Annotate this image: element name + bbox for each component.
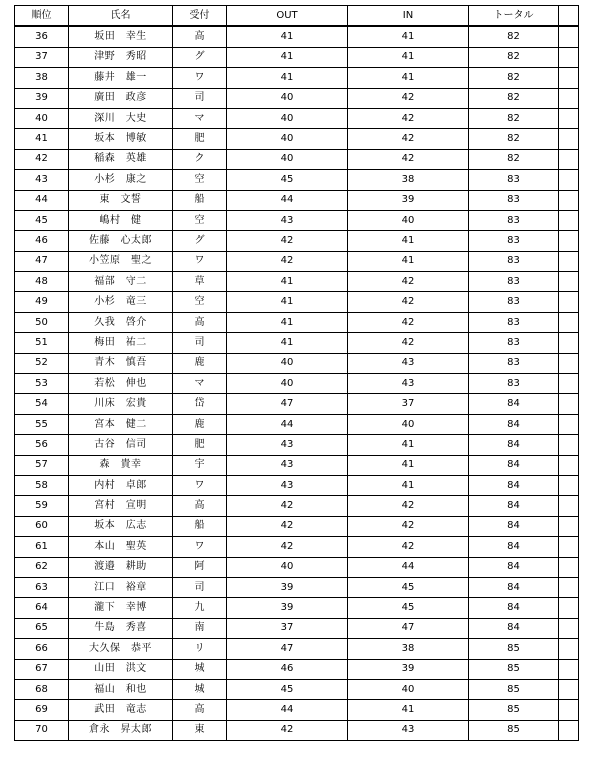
table-row bbox=[15, 537, 579, 557]
cell-total: 83 bbox=[469, 374, 559, 394]
cell-total: 83 bbox=[469, 210, 559, 230]
cell-reception: ク bbox=[173, 149, 227, 169]
cell-in: 43 bbox=[348, 374, 469, 394]
cell-out: 43 bbox=[227, 210, 348, 230]
cell-blank bbox=[559, 455, 579, 475]
cell-total: 83 bbox=[469, 272, 559, 292]
cell-out: 42 bbox=[227, 231, 348, 251]
table-row bbox=[15, 312, 579, 332]
cell-rank: 68 bbox=[15, 679, 69, 699]
cell-name: 廣田 政彦 bbox=[69, 88, 173, 108]
table-row bbox=[15, 700, 579, 720]
cell-reception: 司 bbox=[173, 577, 227, 597]
cell-rank: 57 bbox=[15, 455, 69, 475]
table-row bbox=[15, 26, 579, 47]
cell-blank bbox=[559, 312, 579, 332]
cell-total: 84 bbox=[469, 537, 559, 557]
cell-out: 43 bbox=[227, 435, 348, 455]
cell-in: 42 bbox=[348, 292, 469, 312]
cell-out: 40 bbox=[227, 149, 348, 169]
cell-rank: 48 bbox=[15, 272, 69, 292]
cell-total: 82 bbox=[469, 149, 559, 169]
cell-out: 41 bbox=[227, 68, 348, 88]
header-total: トータル bbox=[469, 6, 559, 27]
cell-reception: マ bbox=[173, 108, 227, 128]
cell-out: 39 bbox=[227, 577, 348, 597]
cell-in: 42 bbox=[348, 516, 469, 536]
table-row bbox=[15, 455, 579, 475]
cell-name: 大久保 恭平 bbox=[69, 639, 173, 659]
table-row bbox=[15, 394, 579, 414]
cell-blank bbox=[559, 679, 579, 699]
cell-out: 40 bbox=[227, 353, 348, 373]
cell-name: 瀧下 幸博 bbox=[69, 598, 173, 618]
cell-rank: 38 bbox=[15, 68, 69, 88]
table-row bbox=[15, 577, 579, 597]
cell-out: 44 bbox=[227, 700, 348, 720]
cell-rank: 46 bbox=[15, 231, 69, 251]
cell-in: 42 bbox=[348, 88, 469, 108]
table-row bbox=[15, 598, 579, 618]
cell-rank: 61 bbox=[15, 537, 69, 557]
cell-name: 渡邉 耕助 bbox=[69, 557, 173, 577]
cell-total: 83 bbox=[469, 170, 559, 190]
table-row bbox=[15, 414, 579, 434]
cell-name: 森 貴幸 bbox=[69, 455, 173, 475]
cell-reception: 九 bbox=[173, 598, 227, 618]
cell-name: 稲森 英雄 bbox=[69, 149, 173, 169]
cell-reception: 鹿 bbox=[173, 414, 227, 434]
cell-name: 福山 和也 bbox=[69, 679, 173, 699]
cell-reception: 司 bbox=[173, 333, 227, 353]
cell-rank: 37 bbox=[15, 47, 69, 67]
cell-in: 42 bbox=[348, 312, 469, 332]
header-reception: 受付 bbox=[173, 6, 227, 27]
cell-reception: 阿 bbox=[173, 557, 227, 577]
table-row bbox=[15, 68, 579, 88]
cell-blank bbox=[559, 516, 579, 536]
header-name: 氏名 bbox=[69, 6, 173, 27]
cell-rank: 41 bbox=[15, 129, 69, 149]
cell-out: 41 bbox=[227, 47, 348, 67]
cell-total: 84 bbox=[469, 414, 559, 434]
cell-out: 45 bbox=[227, 679, 348, 699]
cell-total: 82 bbox=[469, 68, 559, 88]
cell-name: 久我 啓介 bbox=[69, 312, 173, 332]
cell-out: 41 bbox=[227, 292, 348, 312]
cell-reception: 城 bbox=[173, 679, 227, 699]
cell-total: 84 bbox=[469, 455, 559, 475]
cell-in: 47 bbox=[348, 618, 469, 638]
cell-in: 44 bbox=[348, 557, 469, 577]
table-row bbox=[15, 639, 579, 659]
cell-name: 東 文誓 bbox=[69, 190, 173, 210]
cell-in: 39 bbox=[348, 659, 469, 679]
table-row bbox=[15, 231, 579, 251]
cell-blank bbox=[559, 68, 579, 88]
cell-reception: 高 bbox=[173, 312, 227, 332]
cell-reception: 南 bbox=[173, 618, 227, 638]
cell-total: 82 bbox=[469, 26, 559, 47]
cell-total: 83 bbox=[469, 190, 559, 210]
cell-blank bbox=[559, 720, 579, 740]
table-row bbox=[15, 210, 579, 230]
cell-blank bbox=[559, 618, 579, 638]
cell-rank: 64 bbox=[15, 598, 69, 618]
cell-name: 江口 裕章 bbox=[69, 577, 173, 597]
cell-in: 45 bbox=[348, 577, 469, 597]
cell-rank: 50 bbox=[15, 312, 69, 332]
cell-rank: 45 bbox=[15, 210, 69, 230]
cell-in: 39 bbox=[348, 190, 469, 210]
cell-in: 41 bbox=[348, 475, 469, 495]
table-row bbox=[15, 47, 579, 67]
cell-total: 84 bbox=[469, 496, 559, 516]
cell-total: 84 bbox=[469, 516, 559, 536]
cell-reception: 岱 bbox=[173, 394, 227, 414]
cell-total: 82 bbox=[469, 108, 559, 128]
cell-blank bbox=[559, 108, 579, 128]
cell-reception: 肥 bbox=[173, 129, 227, 149]
cell-in: 42 bbox=[348, 149, 469, 169]
table-row bbox=[15, 618, 579, 638]
cell-name: 青木 慎吾 bbox=[69, 353, 173, 373]
cell-in: 38 bbox=[348, 170, 469, 190]
cell-out: 46 bbox=[227, 659, 348, 679]
cell-out: 47 bbox=[227, 639, 348, 659]
cell-rank: 65 bbox=[15, 618, 69, 638]
cell-name: 梅田 祐二 bbox=[69, 333, 173, 353]
cell-in: 42 bbox=[348, 537, 469, 557]
header-in: IN bbox=[348, 6, 469, 27]
cell-blank bbox=[559, 333, 579, 353]
cell-name: 小杉 康之 bbox=[69, 170, 173, 190]
cell-in: 42 bbox=[348, 108, 469, 128]
table-row bbox=[15, 190, 579, 210]
cell-rank: 40 bbox=[15, 108, 69, 128]
cell-in: 41 bbox=[348, 700, 469, 720]
table-row bbox=[15, 435, 579, 455]
table-row bbox=[15, 88, 579, 108]
cell-reception: マ bbox=[173, 374, 227, 394]
cell-out: 44 bbox=[227, 190, 348, 210]
cell-blank bbox=[559, 190, 579, 210]
results-table bbox=[14, 5, 579, 741]
cell-in: 42 bbox=[348, 129, 469, 149]
cell-name: 川床 宏貴 bbox=[69, 394, 173, 414]
cell-blank bbox=[559, 435, 579, 455]
cell-total: 83 bbox=[469, 312, 559, 332]
cell-rank: 58 bbox=[15, 475, 69, 495]
cell-total: 84 bbox=[469, 435, 559, 455]
header-out: OUT bbox=[227, 6, 348, 27]
cell-total: 84 bbox=[469, 618, 559, 638]
cell-blank bbox=[559, 272, 579, 292]
cell-blank bbox=[559, 251, 579, 271]
cell-out: 42 bbox=[227, 537, 348, 557]
cell-reception: 司 bbox=[173, 88, 227, 108]
cell-reception: 高 bbox=[173, 496, 227, 516]
cell-out: 40 bbox=[227, 557, 348, 577]
cell-out: 42 bbox=[227, 720, 348, 740]
cell-in: 40 bbox=[348, 414, 469, 434]
cell-reception: グ bbox=[173, 47, 227, 67]
cell-out: 40 bbox=[227, 129, 348, 149]
cell-total: 85 bbox=[469, 720, 559, 740]
cell-in: 45 bbox=[348, 598, 469, 618]
cell-out: 43 bbox=[227, 475, 348, 495]
cell-out: 40 bbox=[227, 108, 348, 128]
table-row bbox=[15, 557, 579, 577]
header-rank: 順位 bbox=[15, 6, 69, 27]
table-row bbox=[15, 516, 579, 536]
cell-blank bbox=[559, 700, 579, 720]
cell-name: 宮本 健二 bbox=[69, 414, 173, 434]
cell-blank bbox=[559, 26, 579, 47]
cell-out: 42 bbox=[227, 516, 348, 536]
cell-out: 42 bbox=[227, 496, 348, 516]
cell-total: 82 bbox=[469, 47, 559, 67]
cell-total: 82 bbox=[469, 88, 559, 108]
cell-name: 坂本 博敏 bbox=[69, 129, 173, 149]
cell-name: 山田 洪文 bbox=[69, 659, 173, 679]
cell-reception: ワ bbox=[173, 537, 227, 557]
cell-rank: 62 bbox=[15, 557, 69, 577]
cell-reception: 東 bbox=[173, 720, 227, 740]
cell-reception: 鹿 bbox=[173, 353, 227, 373]
cell-total: 83 bbox=[469, 231, 559, 251]
cell-blank bbox=[559, 129, 579, 149]
cell-name: 藤井 雄一 bbox=[69, 68, 173, 88]
cell-in: 41 bbox=[348, 47, 469, 67]
cell-total: 83 bbox=[469, 251, 559, 271]
cell-blank bbox=[559, 292, 579, 312]
cell-total: 85 bbox=[469, 659, 559, 679]
cell-rank: 49 bbox=[15, 292, 69, 312]
cell-rank: 56 bbox=[15, 435, 69, 455]
cell-name: 牛島 秀喜 bbox=[69, 618, 173, 638]
cell-out: 41 bbox=[227, 333, 348, 353]
cell-blank bbox=[559, 475, 579, 495]
cell-rank: 69 bbox=[15, 700, 69, 720]
cell-in: 43 bbox=[348, 353, 469, 373]
cell-reception: 高 bbox=[173, 26, 227, 47]
cell-blank bbox=[559, 231, 579, 251]
table-row bbox=[15, 333, 579, 353]
cell-reception: 空 bbox=[173, 210, 227, 230]
cell-total: 83 bbox=[469, 292, 559, 312]
cell-in: 37 bbox=[348, 394, 469, 414]
cell-blank bbox=[559, 149, 579, 169]
cell-reception: リ bbox=[173, 639, 227, 659]
table-row bbox=[15, 251, 579, 271]
cell-blank bbox=[559, 47, 579, 67]
cell-name: 本山 聖英 bbox=[69, 537, 173, 557]
cell-reception: ワ bbox=[173, 251, 227, 271]
table-row bbox=[15, 149, 579, 169]
cell-total: 85 bbox=[469, 700, 559, 720]
cell-rank: 67 bbox=[15, 659, 69, 679]
cell-name: 武田 竜志 bbox=[69, 700, 173, 720]
cell-rank: 36 bbox=[15, 26, 69, 47]
cell-rank: 54 bbox=[15, 394, 69, 414]
cell-reception: 肥 bbox=[173, 435, 227, 455]
cell-name: 宮村 宣明 bbox=[69, 496, 173, 516]
cell-blank bbox=[559, 88, 579, 108]
table-row bbox=[15, 496, 579, 516]
cell-name: 倉永 昇太郎 bbox=[69, 720, 173, 740]
cell-blank bbox=[559, 598, 579, 618]
cell-total: 84 bbox=[469, 475, 559, 495]
cell-rank: 70 bbox=[15, 720, 69, 740]
cell-out: 47 bbox=[227, 394, 348, 414]
cell-total: 83 bbox=[469, 333, 559, 353]
cell-blank bbox=[559, 394, 579, 414]
cell-rank: 47 bbox=[15, 251, 69, 271]
cell-total: 83 bbox=[469, 353, 559, 373]
cell-blank bbox=[559, 557, 579, 577]
cell-in: 41 bbox=[348, 231, 469, 251]
cell-in: 42 bbox=[348, 272, 469, 292]
cell-rank: 63 bbox=[15, 577, 69, 597]
cell-name: 深川 大史 bbox=[69, 108, 173, 128]
cell-name: 嶋村 健 bbox=[69, 210, 173, 230]
cell-in: 41 bbox=[348, 68, 469, 88]
cell-reception: 空 bbox=[173, 170, 227, 190]
cell-in: 41 bbox=[348, 435, 469, 455]
header-row bbox=[15, 6, 579, 27]
cell-rank: 51 bbox=[15, 333, 69, 353]
cell-in: 40 bbox=[348, 210, 469, 230]
cell-name: 若松 伸也 bbox=[69, 374, 173, 394]
cell-name: 坂本 広志 bbox=[69, 516, 173, 536]
table-row bbox=[15, 720, 579, 740]
cell-rank: 53 bbox=[15, 374, 69, 394]
cell-name: 津野 秀昭 bbox=[69, 47, 173, 67]
cell-blank bbox=[559, 659, 579, 679]
cell-out: 45 bbox=[227, 170, 348, 190]
table-row bbox=[15, 108, 579, 128]
cell-total: 84 bbox=[469, 394, 559, 414]
cell-reception: 船 bbox=[173, 190, 227, 210]
cell-blank bbox=[559, 374, 579, 394]
table-row bbox=[15, 129, 579, 149]
cell-out: 43 bbox=[227, 455, 348, 475]
cell-in: 38 bbox=[348, 639, 469, 659]
cell-blank bbox=[559, 496, 579, 516]
cell-rank: 60 bbox=[15, 516, 69, 536]
cell-in: 41 bbox=[348, 251, 469, 271]
cell-rank: 39 bbox=[15, 88, 69, 108]
cell-reception: ワ bbox=[173, 68, 227, 88]
cell-total: 85 bbox=[469, 639, 559, 659]
cell-total: 84 bbox=[469, 557, 559, 577]
cell-out: 44 bbox=[227, 414, 348, 434]
cell-blank bbox=[559, 353, 579, 373]
cell-name: 小杉 竜三 bbox=[69, 292, 173, 312]
cell-in: 41 bbox=[348, 455, 469, 475]
cell-name: 古谷 信司 bbox=[69, 435, 173, 455]
cell-out: 41 bbox=[227, 312, 348, 332]
cell-reception: グ bbox=[173, 231, 227, 251]
cell-name: 福部 守二 bbox=[69, 272, 173, 292]
cell-blank bbox=[559, 414, 579, 434]
cell-reception: 高 bbox=[173, 700, 227, 720]
table-row bbox=[15, 659, 579, 679]
cell-out: 37 bbox=[227, 618, 348, 638]
cell-rank: 43 bbox=[15, 170, 69, 190]
cell-blank bbox=[559, 577, 579, 597]
cell-name: 佐藤 心太郎 bbox=[69, 231, 173, 251]
cell-out: 41 bbox=[227, 26, 348, 47]
cell-reception: 空 bbox=[173, 292, 227, 312]
cell-blank bbox=[559, 639, 579, 659]
cell-total: 85 bbox=[469, 679, 559, 699]
cell-out: 40 bbox=[227, 374, 348, 394]
cell-out: 39 bbox=[227, 598, 348, 618]
cell-in: 42 bbox=[348, 333, 469, 353]
cell-out: 40 bbox=[227, 88, 348, 108]
cell-rank: 44 bbox=[15, 190, 69, 210]
table-row bbox=[15, 272, 579, 292]
cell-rank: 66 bbox=[15, 639, 69, 659]
cell-in: 40 bbox=[348, 679, 469, 699]
cell-reception: 船 bbox=[173, 516, 227, 536]
cell-reception: 宇 bbox=[173, 455, 227, 475]
cell-total: 82 bbox=[469, 129, 559, 149]
cell-rank: 42 bbox=[15, 149, 69, 169]
cell-blank bbox=[559, 170, 579, 190]
cell-out: 41 bbox=[227, 272, 348, 292]
table-row bbox=[15, 679, 579, 699]
cell-out: 42 bbox=[227, 251, 348, 271]
cell-rank: 59 bbox=[15, 496, 69, 516]
table-row bbox=[15, 170, 579, 190]
cell-rank: 55 bbox=[15, 414, 69, 434]
cell-blank bbox=[559, 537, 579, 557]
table-row bbox=[15, 374, 579, 394]
cell-total: 84 bbox=[469, 577, 559, 597]
cell-total: 84 bbox=[469, 598, 559, 618]
cell-blank bbox=[559, 210, 579, 230]
cell-reception: ワ bbox=[173, 475, 227, 495]
cell-in: 41 bbox=[348, 26, 469, 47]
cell-rank: 52 bbox=[15, 353, 69, 373]
cell-in: 42 bbox=[348, 496, 469, 516]
cell-name: 小笠原 聖之 bbox=[69, 251, 173, 271]
cell-in: 43 bbox=[348, 720, 469, 740]
cell-name: 内村 卓郎 bbox=[69, 475, 173, 495]
cell-reception: 草 bbox=[173, 272, 227, 292]
table-row bbox=[15, 353, 579, 373]
table-row bbox=[15, 292, 579, 312]
table-row bbox=[15, 475, 579, 495]
header-blank bbox=[559, 6, 579, 27]
cell-name: 坂田 幸生 bbox=[69, 26, 173, 47]
cell-reception: 城 bbox=[173, 659, 227, 679]
